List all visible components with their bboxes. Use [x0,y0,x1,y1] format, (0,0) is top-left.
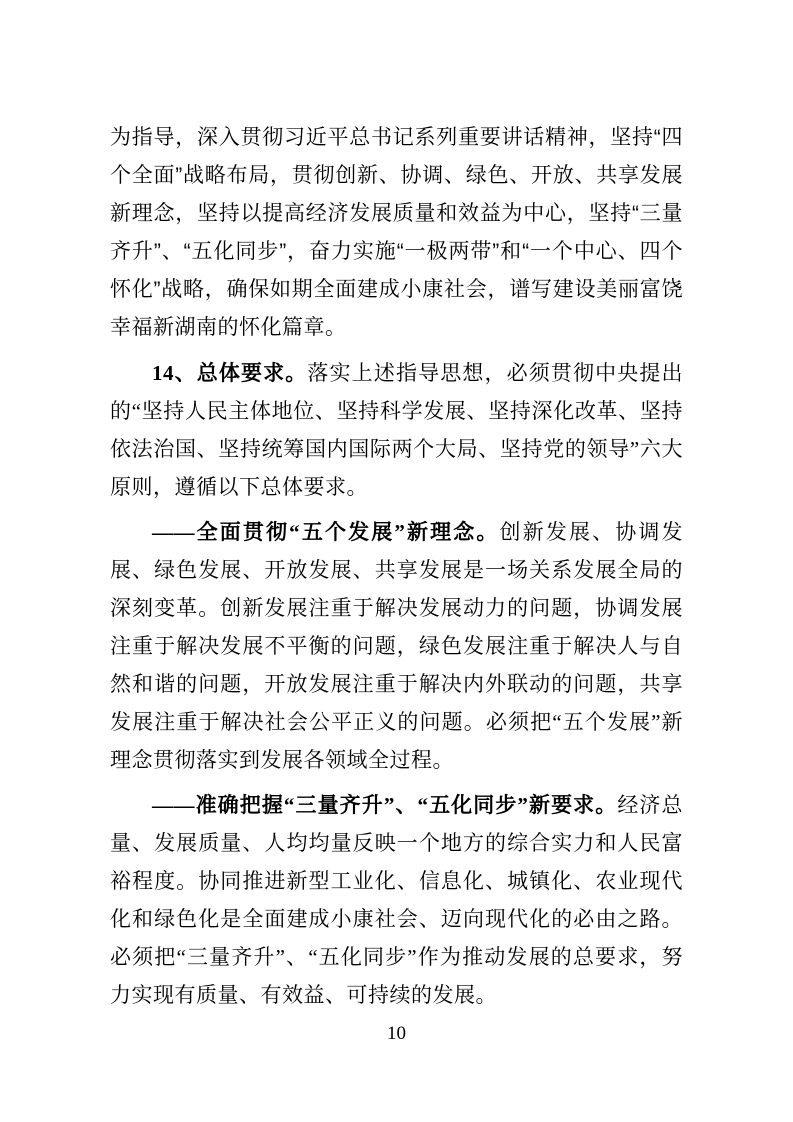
clause-14-lead: 14、总体要求。 [152,361,308,385]
paragraph-three-rises [110,786,683,1014]
three-rises-text: 经济总量、发展质量、人均均量反映一个地方的综合实力和人民富裕程度。协同推进新型工业化、信息化、城镇化、农业现代化和绿色化是全面建成小康社会、迈向现代化的必由之路。必须把“三量齐升”、“五化同步”作为推动发展的总要求，努力实现有质量、有效益、可持续的发展。 [110,793,684,1007]
paragraph-continuation-text: 为指导，深入贯彻习近平总书记系列重要讲话精神，坚持“四个全面”战略布局，贯彻创新、协调、绿色、开放、共享发展新理念，坚持以提高经济发展质量和效益为中心，坚持“三量齐升”、“五化同步”，奋力实施“一极两带”和“一个中心、四个怀化”战略，确保如期全面建成小康社会，谱写建设美丽富饶幸福新湖南的怀化篇章。 [110,126,683,339]
clause-14-text: 落实上述指导思想，必须贯彻中央提出的“坚持人民主体地位、坚持科学发展、坚持深化改革、坚持依法治国、坚持统筹国内国际两个大局、坚持党的领导”六大原则，遵循以下总体要求。 [110,361,684,499]
five-development-lead: ——全面贯彻“五个发展”新理念。 [152,520,500,544]
page-number: 10 [387,1023,406,1044]
paragraph-continuation [110,119,683,347]
paragraph-clause-14 [110,354,683,506]
paragraph-five-development [110,513,683,779]
three-rises-lead: ——准确把握“三量齐升”、“五化同步”新要求。 [152,793,618,817]
five-development-text: 创新发展、协调发展、绿色发展、开放发展、共享发展是一场关系发展全局的深刻变革。创新发展注重于解决发展动力的问题，协调发展注重于解决发展不平衡的问题，绿色发展注重于解决人与自然和谐的问题，开放发展注重于解决内外联动的问题，共享发展注重于解决社会公平正义的问题。必须把“五个发展”新理念贯彻落实到发展各领域全过程。 [110,520,684,772]
document-body [110,119,683,1021]
